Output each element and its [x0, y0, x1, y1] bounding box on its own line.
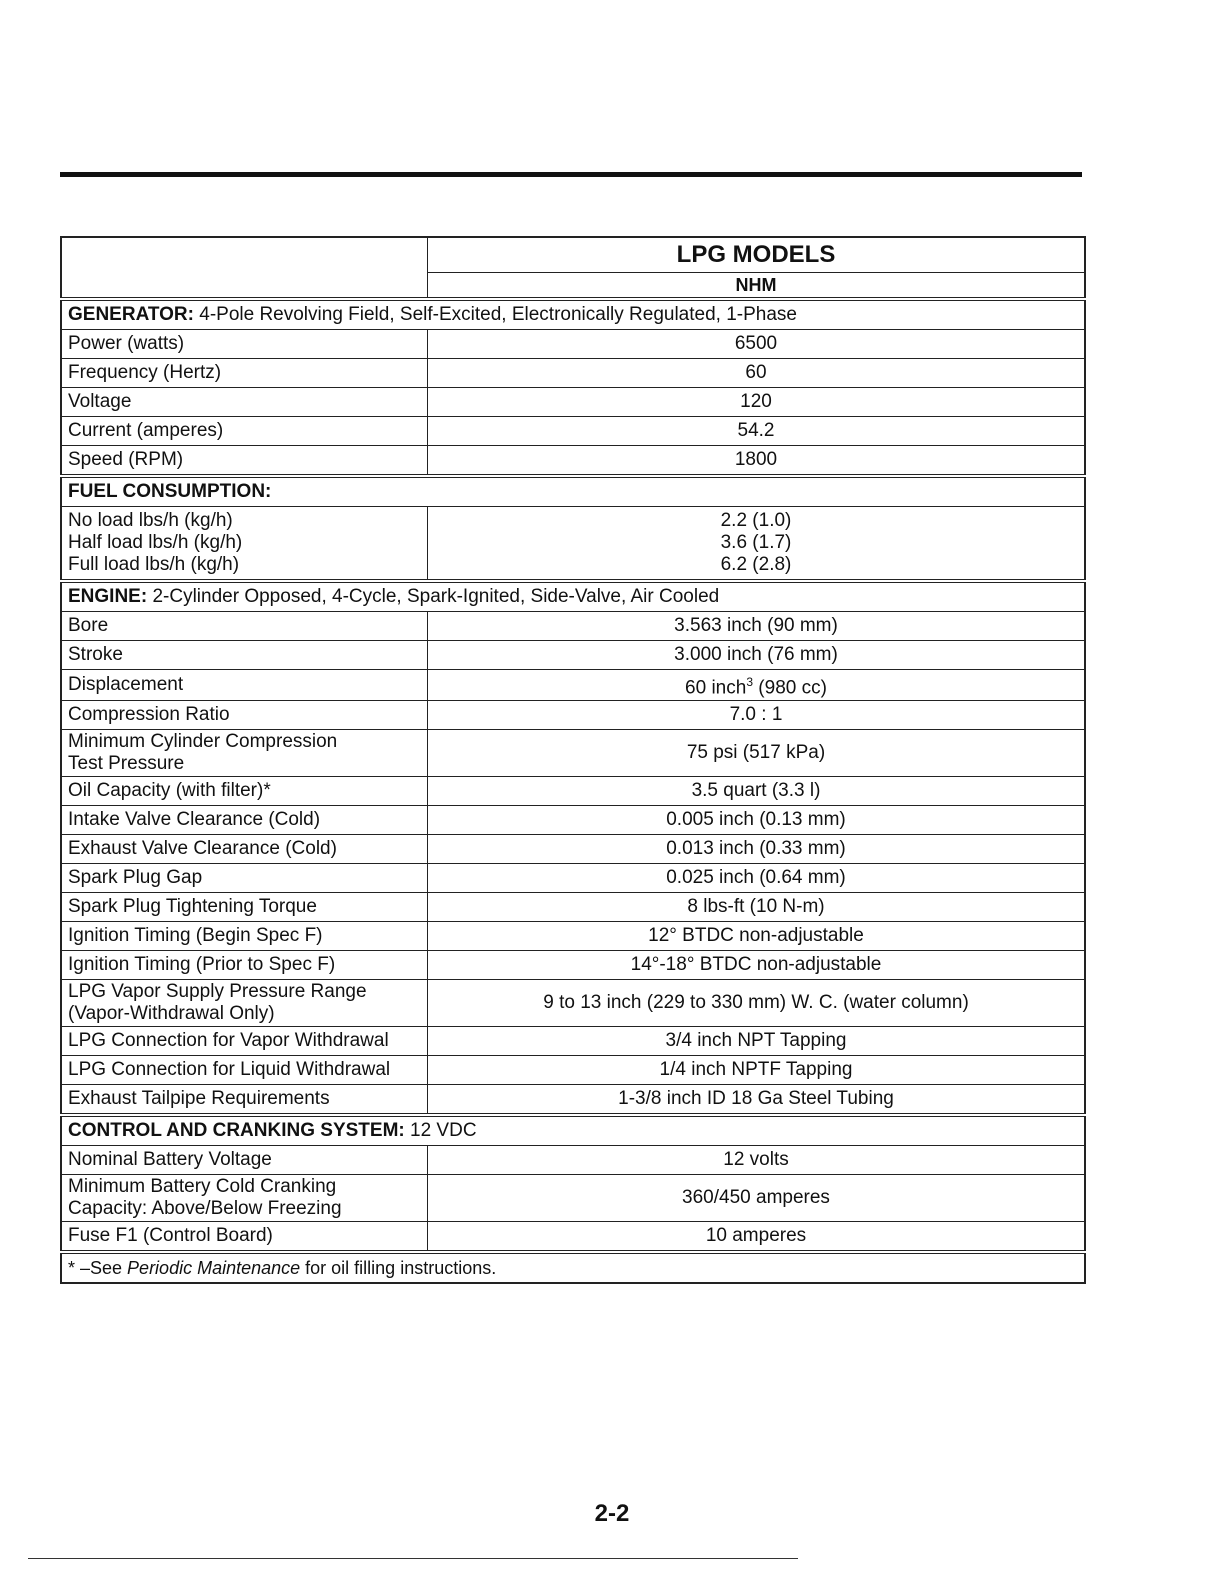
- row-value: 60: [428, 359, 1086, 388]
- fuel-title: FUEL CONSUMPTION:: [68, 481, 272, 502]
- table-row: [61, 864, 1085, 893]
- fuel-values: [428, 507, 1086, 582]
- table-row: [61, 951, 1085, 980]
- table-row: [61, 806, 1085, 835]
- page-number: 2-2: [594, 1500, 630, 1527]
- table-row: [61, 612, 1085, 641]
- row-value: 1/4 inch NPTF Tapping: [428, 1056, 1086, 1085]
- row-label: LPG Connection for Vapor Withdrawal: [61, 1027, 428, 1056]
- row-value: 3/4 inch NPT Tapping: [428, 1027, 1086, 1056]
- row-value: 9 to 13 inch (229 to 330 mm) W. C. (water column): [428, 980, 1086, 1027]
- row-label: Oil Capacity (with filter)*: [61, 777, 428, 806]
- row-value: 3.6 (1.7): [720, 532, 792, 553]
- footnote-row: [61, 1252, 1085, 1283]
- row-value: 75 psi (517 kPa): [428, 730, 1086, 777]
- displacement-metric: (980 cc): [753, 677, 827, 699]
- table-row: [61, 1175, 1085, 1222]
- engine-title: ENGINE:: [68, 586, 148, 607]
- row-label-line: Minimum Battery Cold Cranking: [68, 1176, 337, 1198]
- control-title: CONTROL AND CRANKING SYSTEM:: [68, 1120, 405, 1142]
- row-value: 120: [428, 388, 1086, 417]
- row-value: 12° BTDC non-adjustable: [428, 922, 1086, 951]
- row-value: 3.563 inch (90 mm): [428, 612, 1086, 641]
- row-value: [428, 670, 1086, 701]
- top-rule: [60, 172, 1082, 177]
- cubed-superscript: 3: [746, 675, 754, 689]
- row-value: 360/450 amperes: [428, 1175, 1086, 1222]
- row-value: 0.025 inch (0.64 mm): [428, 864, 1086, 893]
- row-label: Displacement: [61, 670, 428, 701]
- header-row: [61, 237, 1085, 273]
- table-row: [61, 777, 1085, 806]
- row-label: Ignition Timing (Prior to Spec F): [61, 951, 428, 980]
- footnote-prefix: * –See: [68, 1258, 128, 1279]
- table-row: [61, 388, 1085, 417]
- table-row: [61, 835, 1085, 864]
- table-row: [61, 893, 1085, 922]
- table-row: [61, 641, 1085, 670]
- row-label: Half load lbs/h (kg/h): [68, 532, 243, 553]
- displacement-value: 60 inch: [685, 677, 747, 699]
- row-label: Current (amperes): [61, 417, 428, 446]
- table-row: [61, 1027, 1085, 1056]
- row-label: Full load lbs/h (kg/h): [68, 554, 240, 575]
- footnote-suffix: for oil filling instructions.: [300, 1258, 497, 1279]
- row-label-line: (Vapor-Withdrawal Only): [68, 1003, 275, 1025]
- row-value: 14°-18° BTDC non-adjustable: [428, 951, 1086, 980]
- row-value: 3.5 quart (3.3 l): [428, 777, 1086, 806]
- row-value: 12 volts: [428, 1146, 1086, 1175]
- model-code: NHM: [428, 273, 1086, 300]
- row-label: Ignition Timing (Begin Spec F): [61, 922, 428, 951]
- row-value: 1800: [428, 446, 1086, 477]
- row-label: Exhaust Tailpipe Requirements: [61, 1085, 428, 1116]
- row-label: [61, 980, 428, 1027]
- row-label: [61, 1175, 428, 1222]
- row-label: Fuse F1 (Control Board): [61, 1222, 428, 1253]
- generator-title: GENERATOR:: [68, 304, 194, 325]
- row-label: Intake Valve Clearance (Cold): [61, 806, 428, 835]
- row-value: 0.013 inch (0.33 mm): [428, 835, 1086, 864]
- control-description: 12 VDC: [410, 1120, 477, 1142]
- table-row: [61, 980, 1085, 1027]
- row-value: 3.000 inch (76 mm): [428, 641, 1086, 670]
- fuel-rows: [61, 507, 1085, 582]
- table-row: [61, 1085, 1085, 1116]
- table-row: [61, 730, 1085, 777]
- bottom-rule: [28, 1558, 798, 1559]
- table-row: [61, 359, 1085, 388]
- table-row: [61, 701, 1085, 730]
- row-label: Speed (RPM): [61, 446, 428, 477]
- spec-table: [60, 236, 1086, 1284]
- row-value: 0.005 inch (0.13 mm): [428, 806, 1086, 835]
- row-label-line: Test Pressure: [68, 753, 185, 775]
- row-label: No load lbs/h (kg/h): [68, 510, 233, 531]
- row-value: 54.2: [428, 417, 1086, 446]
- header-blank-cell: [61, 237, 428, 299]
- models-title: LPG MODELS: [428, 237, 1086, 273]
- footnote-italic: Periodic Maintenance: [127, 1258, 301, 1279]
- row-label: Nominal Battery Voltage: [61, 1146, 428, 1175]
- row-label: Compression Ratio: [61, 701, 428, 730]
- row-label: Bore: [61, 612, 428, 641]
- row-label-line: Capacity: Above/Below Freezing: [68, 1198, 342, 1220]
- table-row: [61, 1222, 1085, 1253]
- row-value: 8 lbs-ft (10 N-m): [428, 893, 1086, 922]
- row-value: 2.2 (1.0): [720, 510, 792, 531]
- row-label: Spark Plug Gap: [61, 864, 428, 893]
- footnote: [61, 1252, 1085, 1283]
- row-label-line: Minimum Cylinder Compression: [68, 731, 338, 753]
- control-section-header: [61, 1115, 1085, 1146]
- table-row: [61, 922, 1085, 951]
- table-row: [61, 1056, 1085, 1085]
- row-label: Voltage: [61, 388, 428, 417]
- row-label: Exhaust Valve Clearance (Cold): [61, 835, 428, 864]
- fuel-section-header: [61, 476, 1085, 507]
- table-row: [61, 670, 1085, 701]
- row-label-line: LPG Vapor Supply Pressure Range: [68, 981, 367, 1003]
- row-value: 1-3/8 inch ID 18 Ga Steel Tubing: [428, 1085, 1086, 1116]
- row-value: 7.0 : 1: [428, 701, 1086, 730]
- row-label: [61, 730, 428, 777]
- generator-description: 4-Pole Revolving Field, Self-Excited, Electronically Regulated, 1-Phase: [199, 304, 797, 325]
- row-label: Frequency (Hertz): [61, 359, 428, 388]
- row-label: Stroke: [61, 641, 428, 670]
- engine-description: 2-Cylinder Opposed, 4-Cycle, Spark-Ignited, Side-Valve, Air Cooled: [152, 586, 720, 607]
- table-row: [61, 330, 1085, 359]
- fuel-labels: [61, 507, 428, 582]
- table-row: [61, 417, 1085, 446]
- generator-section-header: [61, 299, 1085, 330]
- row-label: Power (watts): [61, 330, 428, 359]
- engine-section-header: [61, 581, 1085, 612]
- row-value: 6500: [428, 330, 1086, 359]
- table-row: [61, 446, 1085, 477]
- row-value: 10 amperes: [428, 1222, 1086, 1253]
- row-label: Spark Plug Tightening Torque: [61, 893, 428, 922]
- table-row: [61, 1146, 1085, 1175]
- row-label: LPG Connection for Liquid Withdrawal: [61, 1056, 428, 1085]
- row-value: 6.2 (2.8): [720, 554, 792, 575]
